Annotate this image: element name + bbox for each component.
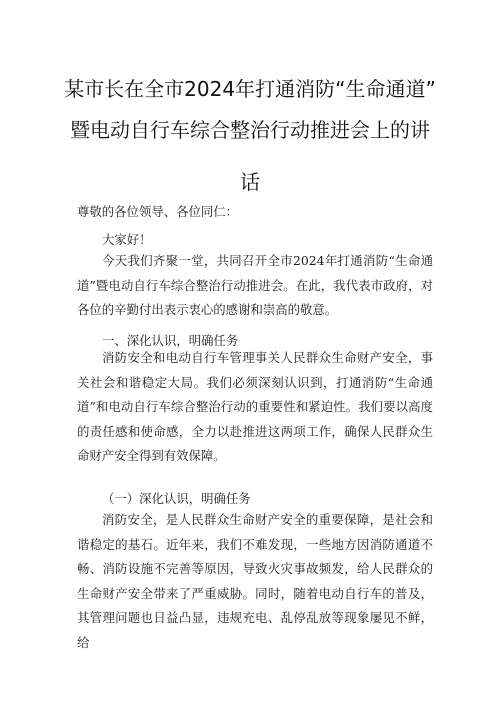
document-title-line-2: 暨电动自行车综合整治行动推进会上的讲 bbox=[70, 118, 430, 142]
greeting: 大家好！ bbox=[102, 232, 152, 247]
section-heading-1: 一、深化认识，明确任务 bbox=[102, 333, 239, 348]
subsection-heading-1: （一）深化认识，明确任务 bbox=[102, 491, 251, 506]
paragraph-opening: 今天我们齐聚一堂，共同召开全市2024年打通消防“生命通道”暨电动自行车综合整治行动推进会。在此，我代表市政府，对各位的辛勤付出表示衷心的感谢和崇高的敬意。 bbox=[77, 253, 433, 318]
paragraph-subsection-1: 消防安全，是人民群众生命财产安全的重要保障，是社会和谐稳定的基石。近年来，我们不难发现，一些地方因消防通道不畅、消防设施不完善等原因，导致火灾事故频发，给人民群众的生命财产安全带来了严重威胁。同时，随着电动自行车的普及，其管理问题也日益凸显，违规充电、乱停乱放等现象屡见不鲜，给 bbox=[77, 512, 433, 650]
salutation: 尊敬的各位领导、各位同仁： bbox=[77, 204, 239, 219]
paragraph-section-1: 消防安全和电动自行车管理事关人民群众生命财产安全，事关社会和谐稳定大局。我们必须深刻认识到，打通消防“生命通道”和电动自行车综合整治行动的重要性和紧迫性。我们要以高度的责任感和使命感，全力以赴推进这两项工作，确保人民群众生命财产安全得到有效保障。 bbox=[77, 350, 433, 464]
document-title-line-1: 某市长在全市2024年打通消防“生命通道” bbox=[64, 77, 436, 101]
document-title-line-3: 话 bbox=[240, 170, 260, 194]
